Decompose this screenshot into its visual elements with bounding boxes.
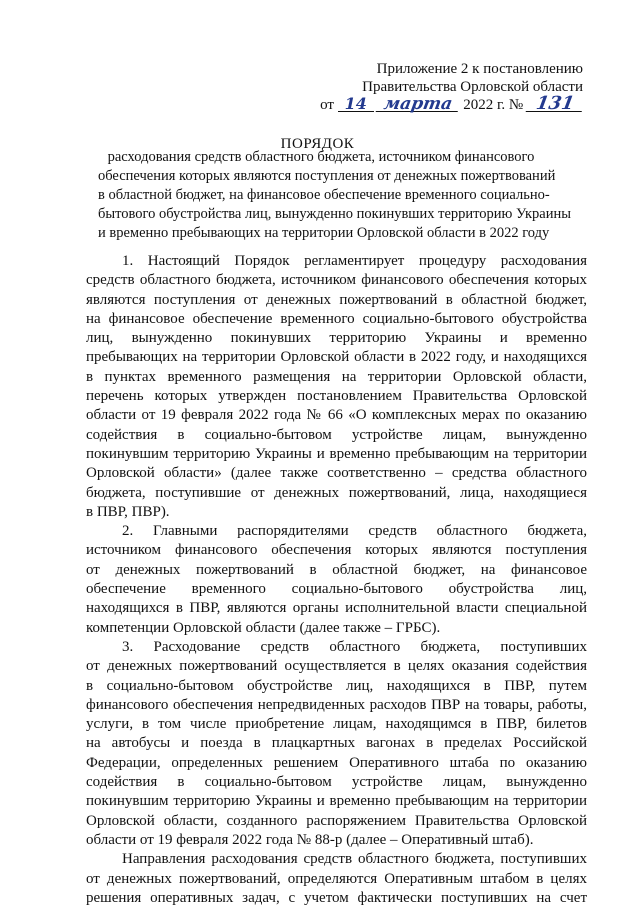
appendix-line-2: Правительства Орловской области <box>362 79 583 95</box>
subtitle-line: обеспечения которых являются поступления от денежных пожертвований <box>98 168 556 184</box>
paragraph-2-line: обеспечение временного социально-бытового обустройства лиц, <box>86 581 587 598</box>
paragraph-2-line: компетенции Орловской области (далее также – ГРБС). <box>86 619 441 636</box>
paragraph-2-line: 2. Главными распорядителями средств областного бюджета, <box>122 523 587 540</box>
paragraph-3-line: покинувшим территорию Украины и временно пребывающим на территории <box>86 793 587 810</box>
paragraph-3-line: 3. Расходование средств областного бюджета, поступивших <box>122 638 587 655</box>
paragraph-1-line: содействия в социально-бытовом устройстве лицам, вынужденно <box>86 426 587 443</box>
paragraph-4-line: решения оперативных задач, с учетом фактически поступивших на счет <box>86 889 587 906</box>
year-number-label: 2022 г. № <box>463 97 524 113</box>
paragraph-1-line: пребывающих на территории Орловской области в 2022 году, и находящихся <box>86 349 587 366</box>
paragraph-4-line: от денежных пожертвований, определяются Оперативным штабом в целях <box>86 870 587 887</box>
paragraph-1-line: лиц, вынужденно покинувших территорию Украины и временно <box>86 330 587 347</box>
document-title: ПОРЯДОК <box>280 136 355 152</box>
paragraph-3-line: содействия в социально-бытовом устройстве лицам, вынужденно <box>86 774 587 791</box>
paragraph-1-line: перечень которых утвержден постановлением Правительства Орловской <box>86 388 587 405</box>
subtitle-line: расходования средств областного бюджета, источником финансового <box>107 149 535 165</box>
handwritten-number: 131 <box>526 97 585 112</box>
paragraph-3-line: услуги, в том числе приобретение лицам, находящимся в ПВР, билетов <box>86 716 587 733</box>
paragraph-3-line: на автобусы и поезда в плацкартных вагонах в пределах Российской <box>86 735 587 752</box>
handwritten-month: марта <box>376 97 461 112</box>
paragraph-3-line: финансового обеспечения непредвиденных расходов ПВР на товары, работы, <box>86 696 587 713</box>
paragraph-1-line: в пунктах временного размещения на территории Орловской области, <box>86 368 587 385</box>
paragraph-3-line: от денежных пожертвований осуществляется в целях оказания содействия <box>86 658 587 675</box>
paragraph-2-line: источником финансового обеспечения которых являются поступления <box>86 542 587 559</box>
paragraph-1-line: Орловской области» (далее также соответственно – средства областного <box>86 465 587 482</box>
subtitle-line: бытового обустройства лиц, вынужденно покинувших территорию Украины <box>98 206 571 222</box>
appendix-header <box>320 60 583 114</box>
paragraph-3-line: Федерации, определенных решением Оперативного штаба по оказанию <box>86 754 587 771</box>
paragraph-1-line: средств областного бюджета, источником финансового обеспечения которых <box>86 272 587 289</box>
document-body <box>86 252 587 908</box>
paragraph-1-line: 1. Настоящий Порядок регламентирует процедуру расходования <box>122 253 587 269</box>
paragraph-3-line: Орловской области, созданного распоряжением Правительства Орловской <box>86 812 587 829</box>
paragraph-4-line: Направления расходования средств областного бюджета, поступивших <box>122 851 587 868</box>
paragraph-2-line: от денежных пожертвований в областной бюджет, на финансовое <box>86 561 587 578</box>
paragraph-1-line: в ПВР, ПВР). <box>86 503 170 520</box>
paragraph-2-line: находящихся в ПВР, являются органы исполнительной власти специальной <box>86 600 587 617</box>
paragraph-3-line: области от 19 февраля 2022 года № 88-р (далее – Оперативный штаб). <box>86 831 534 848</box>
paragraph-1-line: бюджета, поступившие от денежных пожертвований, лица, находящиеся <box>86 484 587 501</box>
paragraph-1-line: покинувшим территорию Украины и временно пребывающим на территории <box>86 445 587 462</box>
paragraph-1-line: на финансовое обеспечение временного социально-бытового обустройства <box>86 310 587 327</box>
paragraph-1-line: области от 19 февраля 2022 года № 66 «О комплексных мерах по оказанию <box>86 407 587 424</box>
subtitle-line: в областной бюджет, на финансовое обеспечение временного социально- <box>98 187 550 203</box>
paragraph-3-line: в социально-бытовом обустройстве лиц, находящихся в ПВР, путем <box>86 677 587 694</box>
from-label: от <box>320 97 334 113</box>
appendix-line-1: Приложение 2 к постановлению <box>376 61 583 77</box>
appendix-date-line <box>320 93 583 114</box>
document-subtitle <box>98 148 571 243</box>
paragraph-1-line: являются поступления от денежных пожертвований в областной бюджет, <box>86 291 587 308</box>
handwritten-day: 14 <box>338 97 374 112</box>
subtitle-line: и временно пребывающих на территории Орловской области в 2022 году <box>98 225 550 241</box>
